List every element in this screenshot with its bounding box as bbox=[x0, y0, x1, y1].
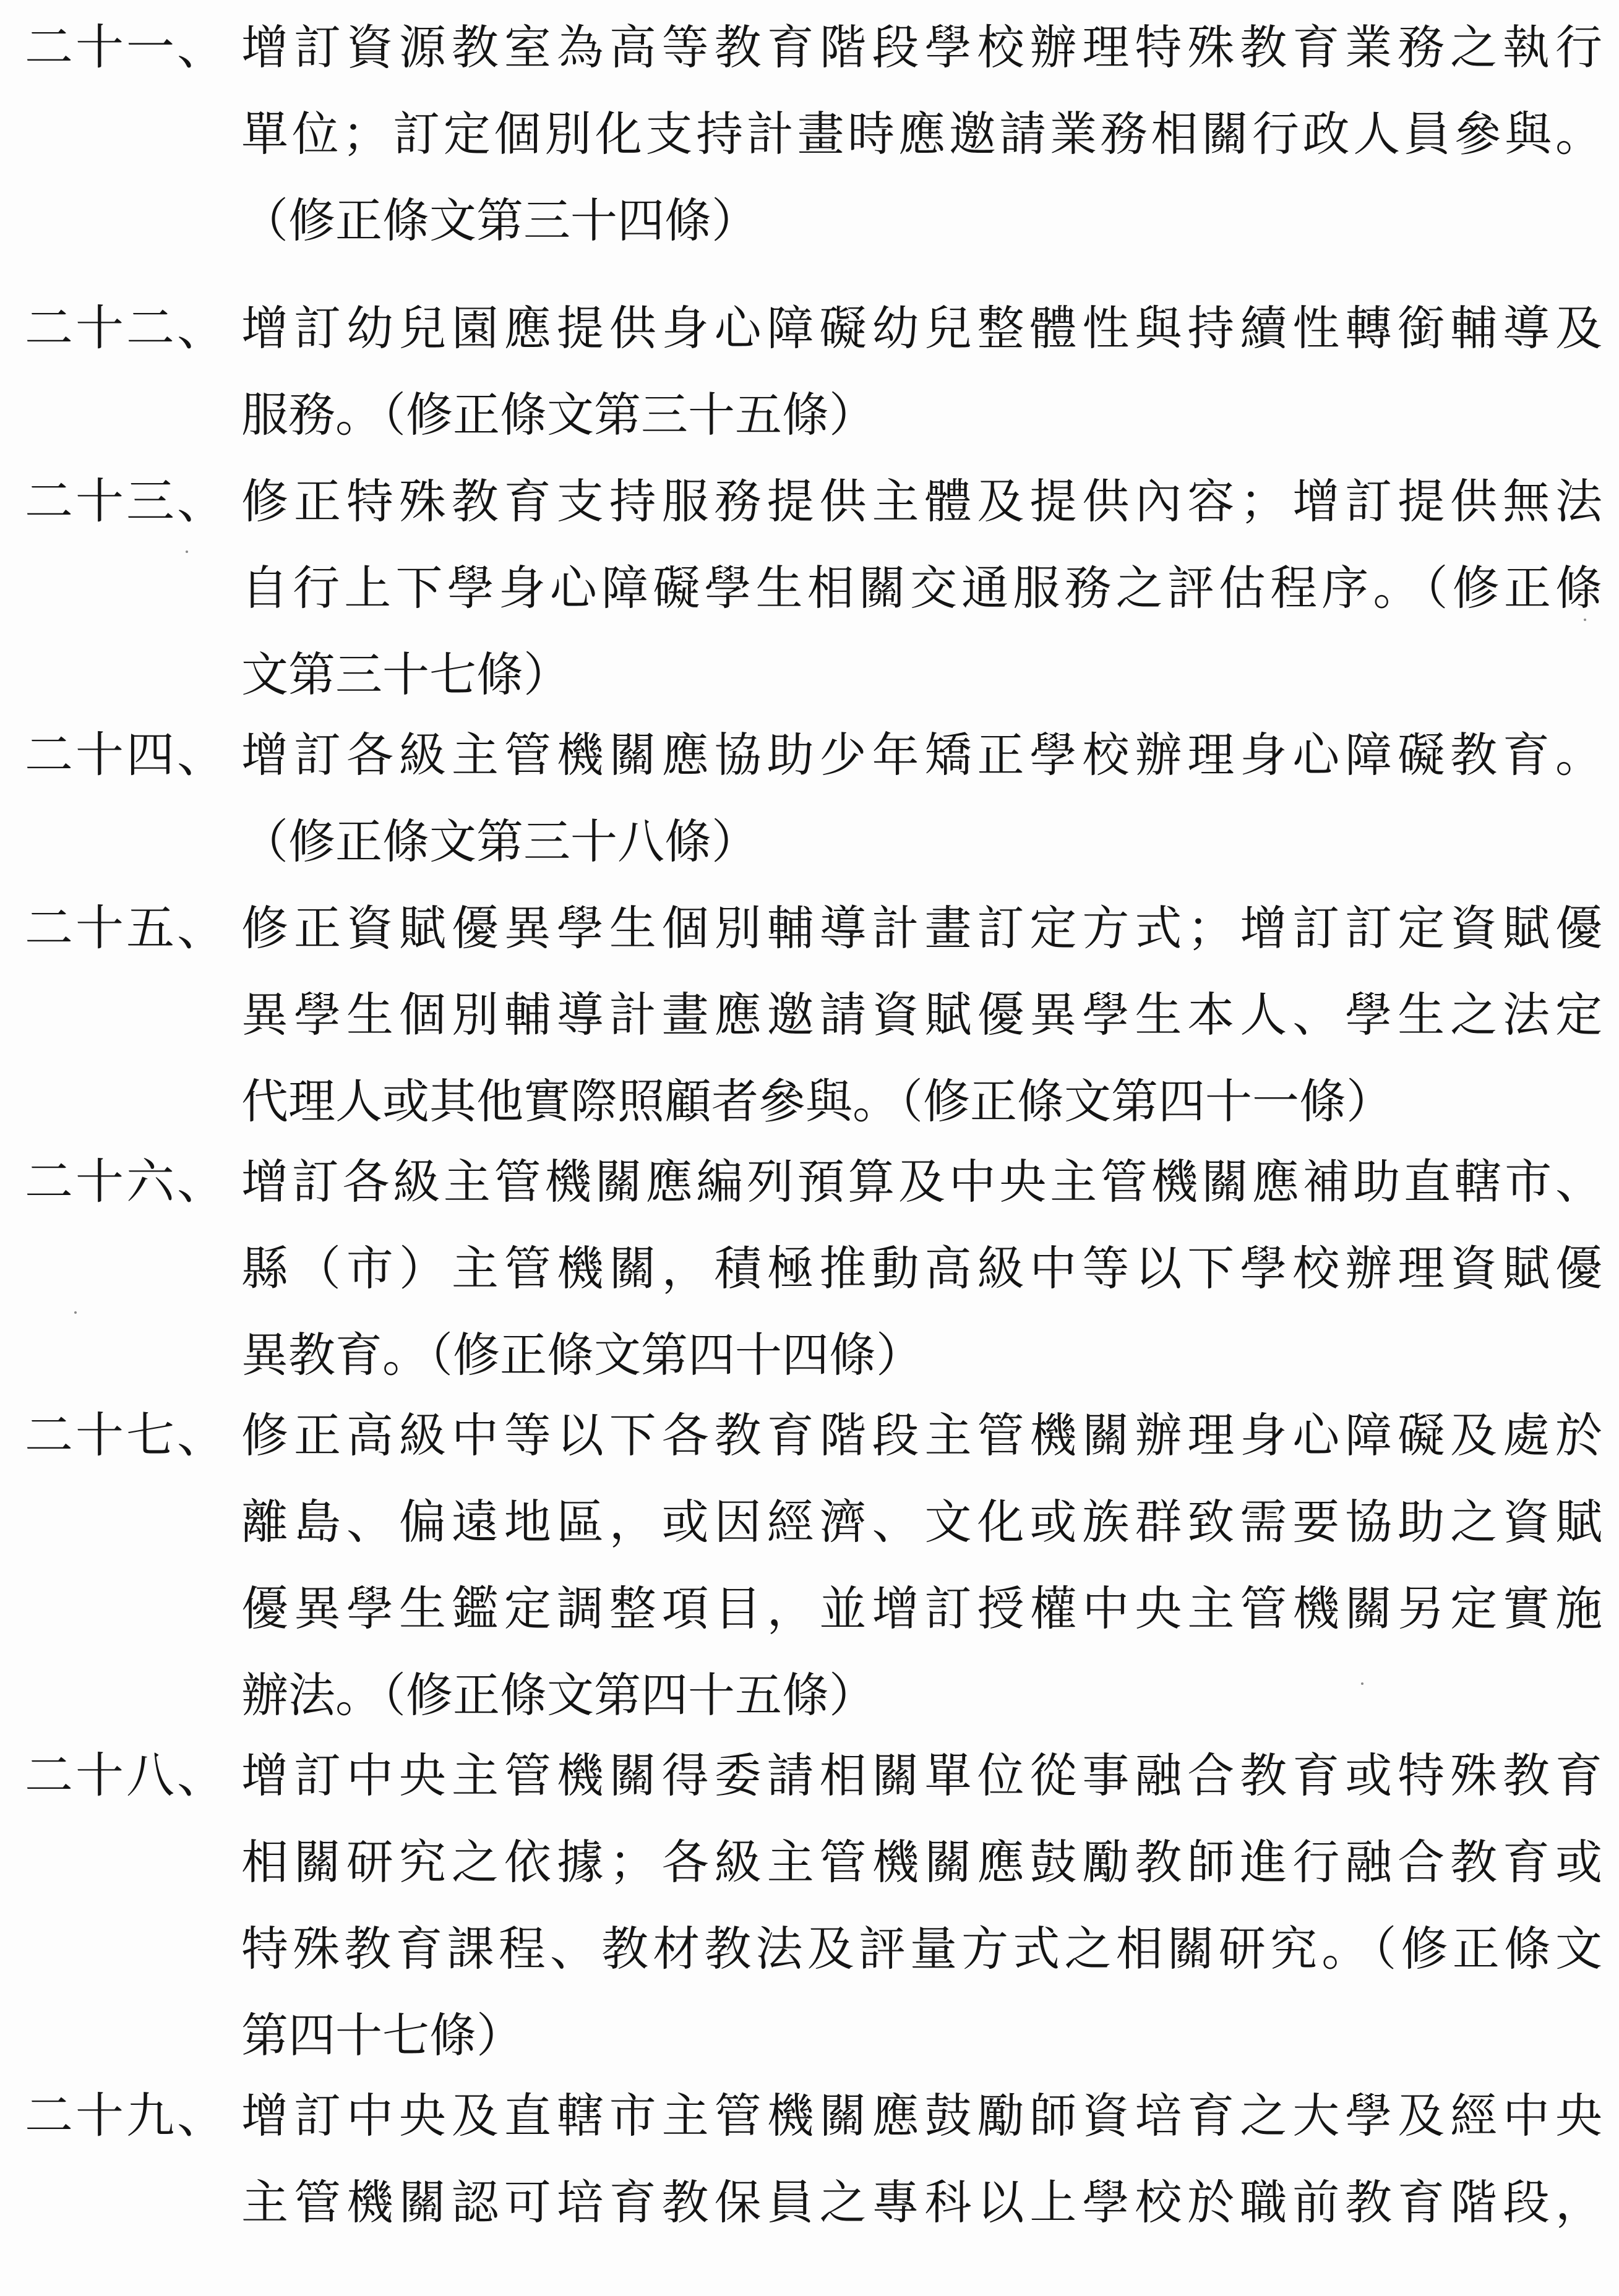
item-text-line: 增訂各級主管機關應編列預算及中央主管機關應補助直轄市、 bbox=[241, 1154, 1602, 1209]
scan-speck bbox=[1361, 1682, 1363, 1685]
item-number: 二十八、 bbox=[25, 1748, 228, 1804]
item-text-line: 代理人或其他實際照顧者參與。（修正條文第四十一條） bbox=[241, 1074, 1393, 1129]
item-text-line: 修正特殊教育支持服務提供主體及提供內容；增訂提供無法 bbox=[241, 474, 1602, 529]
item-number: 二十五、 bbox=[25, 901, 228, 956]
item-text-line: 服務。（修正條文第三十五條） bbox=[241, 387, 876, 442]
item-text-line: 增訂各級主管機關應協助少年矯正學校辦理身心障礙教育。 bbox=[241, 727, 1602, 782]
item-text-line: 縣（市）主管機關，積極推動高級中等以下學校辦理資賦優 bbox=[241, 1241, 1602, 1296]
item-text-line: 增訂幼兒園應提供身心障礙幼兒整體性與持續性轉銜輔導及 bbox=[241, 301, 1602, 356]
item-text-line: 第四十七條） bbox=[241, 2008, 523, 2063]
scan-speck bbox=[1584, 619, 1586, 621]
item-text-line: 離島、偏遠地區，或因經濟、文化或族群致需要協助之資賦 bbox=[241, 1494, 1602, 1549]
item-text-line: （修正條文第三十四條） bbox=[241, 193, 758, 248]
item-number: 二十一、 bbox=[25, 20, 228, 75]
item-number: 二十二、 bbox=[25, 301, 228, 356]
item-text-line: 異學生個別輔導計畫應邀請資賦優異學生本人、學生之法定 bbox=[241, 987, 1602, 1042]
item-text-line: 增訂中央及直轄市主管機關應鼓勵師資培育之大學及經中央 bbox=[241, 2088, 1602, 2143]
item-text-line: 優異學生鑑定調整項目，並增訂授權中央主管機關另定實施 bbox=[241, 1581, 1602, 1636]
item-number: 二十四、 bbox=[25, 727, 228, 783]
item-text-line: （修正條文第三十八條） bbox=[241, 814, 758, 869]
item-number: 二十七、 bbox=[25, 1408, 228, 1463]
item-number: 二十六、 bbox=[25, 1154, 228, 1210]
item-text-line: 增訂資源教室為高等教育階段學校辦理特殊教育業務之執行 bbox=[241, 20, 1602, 75]
item-text-line: 特殊教育課程、教材教法及評量方式之相關研究。（修正條文 bbox=[241, 1921, 1602, 1976]
item-text-line: 文第三十七條） bbox=[241, 647, 570, 702]
item-text-line: 自行上下學身心障礙學生相關交通服務之評估程序。（修正條 bbox=[241, 560, 1602, 615]
item-text-line: 增訂中央主管機關得委請相關單位從事融合教育或特殊教育 bbox=[241, 1748, 1602, 1803]
item-text-line: 辦法。（修正條文第四十五條） bbox=[241, 1668, 876, 1723]
item-text-line: 主管機關認可培育教保員之專科以上學校於職前教育階段， bbox=[241, 2175, 1602, 2230]
item-text-line: 相關研究之依據；各級主管機關應鼓勵教師進行融合教育或 bbox=[241, 1835, 1602, 1890]
item-text-line: 單位；訂定個別化支持計畫時應邀請業務相關行政人員參與。 bbox=[241, 106, 1602, 161]
item-number: 二十三、 bbox=[25, 474, 228, 529]
item-text-line: 修正資賦優異學生個別輔導計畫訂定方式；增訂訂定資賦優 bbox=[241, 901, 1602, 956]
item-text-line: 異教育。（修正條文第四十四條） bbox=[241, 1327, 923, 1382]
scan-speck bbox=[186, 550, 188, 553]
item-text-line: 修正高級中等以下各教育階段主管機關辦理身心障礙及處於 bbox=[241, 1408, 1602, 1463]
scan-speck bbox=[74, 1311, 77, 1314]
item-number: 二十九、 bbox=[25, 2088, 228, 2144]
